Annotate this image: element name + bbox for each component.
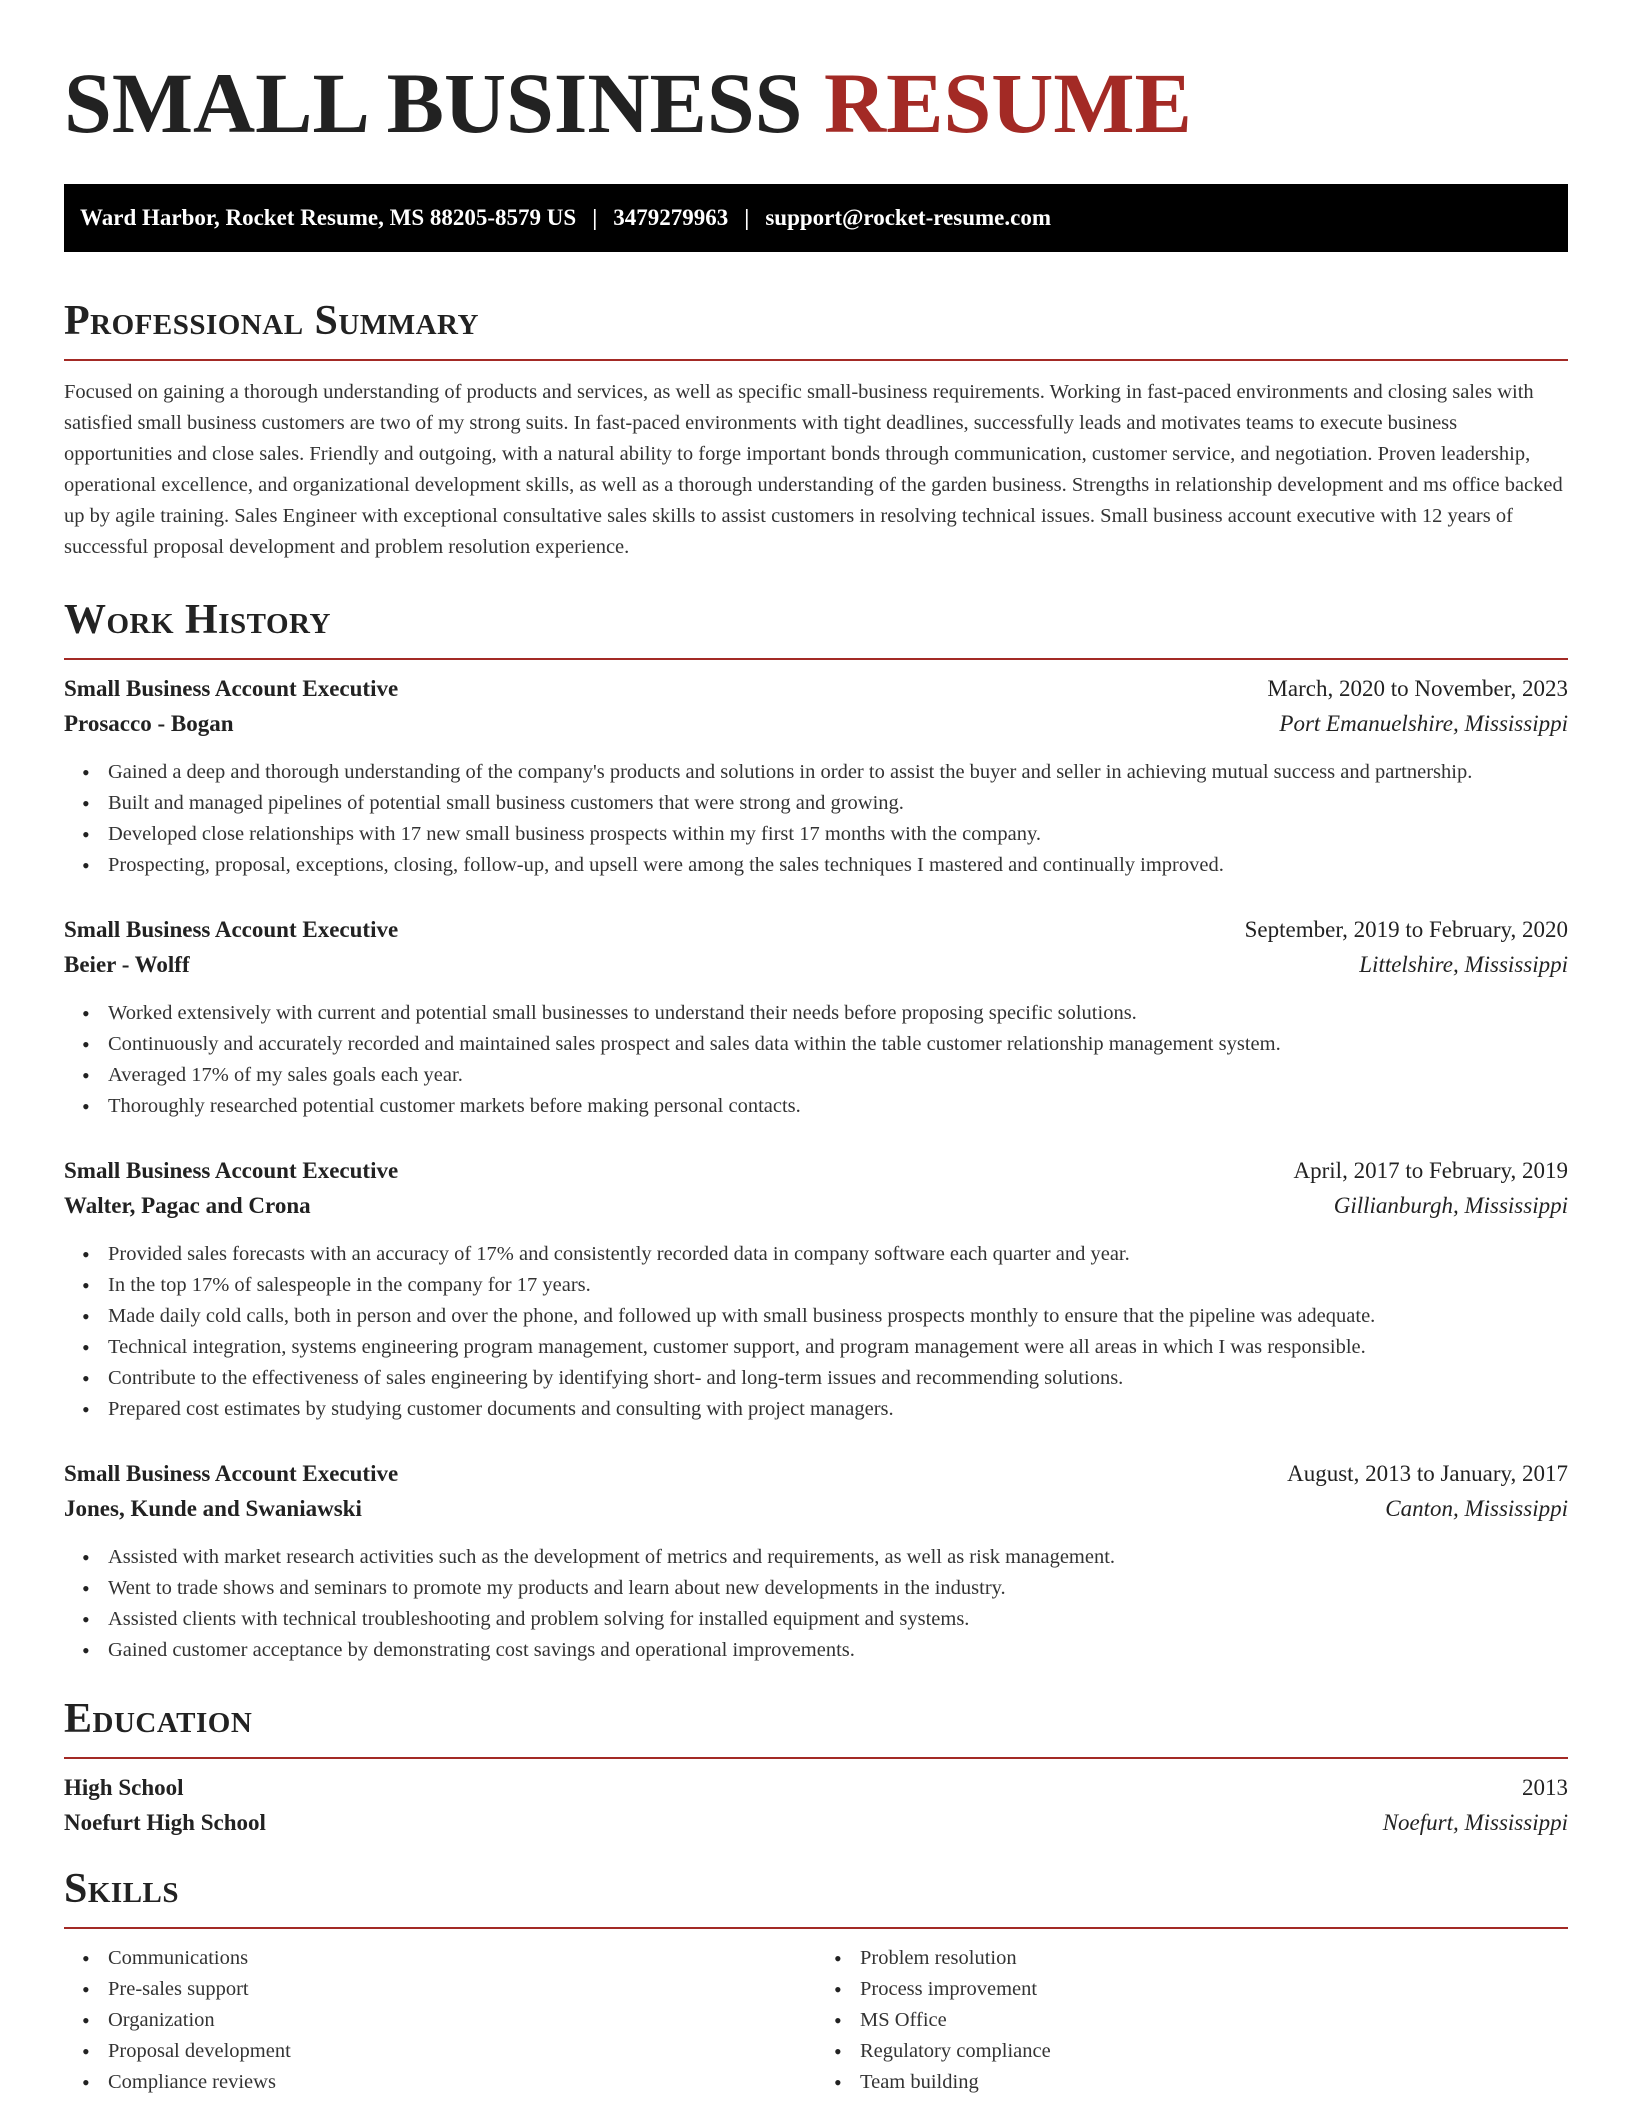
job-company-row: [64, 1496, 1568, 1522]
title-main: SMALL BUSINESS: [64, 55, 803, 151]
skills-section: [64, 1868, 1568, 2098]
job-title: Small Business Account Executive: [64, 1461, 399, 1486]
title-accent: RESUME: [823, 55, 1192, 151]
job-dates: September, 2019 to February, 2020: [1244, 917, 1568, 942]
job-header-row: [64, 917, 1568, 943]
job-location: Canton, Mississippi: [1385, 1496, 1568, 1521]
job-company-row: [64, 1193, 1568, 1219]
education-section: [64, 1698, 1568, 1836]
job-bullet: • Went to trade shows and seminars to promote my products and learn about new developments in the industry.: [108, 1573, 1568, 1604]
job-bullet: • Assisted clients with technical troubleshooting and problem solving for installed equipment and systems.: [108, 1604, 1568, 1635]
section-title-education: Education: [64, 1696, 253, 1742]
skills-list-right: [816, 1943, 1568, 2098]
education-degree: High School: [64, 1775, 184, 1800]
job-bullet: • Made daily cold calls, both in person and over the phone, and followed up with small business prospects monthly to ensure that the pipeline was adequate.: [108, 1301, 1568, 1332]
job-dates: March, 2020 to November, 2023: [1267, 676, 1568, 701]
job-bullet: • Contribute to the effectiveness of sales engineering by identifying short- and long-term issues and recommending solutions.: [108, 1363, 1568, 1394]
job-company: Jones, Kunde and Swaniawski: [64, 1496, 362, 1521]
contact-separator: |: [744, 205, 750, 230]
contact-separator: |: [592, 205, 598, 230]
section-title-skills: Skills: [64, 1866, 180, 1912]
skill-item: • Proposal development: [108, 2036, 816, 2067]
job-header-row: [64, 676, 1568, 702]
contact-phone: 3479279963: [613, 205, 729, 230]
section-divider: [64, 359, 1568, 361]
job-header-row: [64, 1461, 1568, 1487]
job-bullets: [64, 757, 1568, 881]
job-location: Littelshire, Mississippi: [1359, 952, 1568, 977]
job-location: Gillianburgh, Mississippi: [1333, 1193, 1568, 1218]
job-company: Walter, Pagac and Crona: [64, 1193, 311, 1218]
section-divider: [64, 658, 1568, 660]
education-year: 2013: [1522, 1775, 1568, 1800]
job-entry: [64, 1158, 1568, 1425]
job-bullet: • Gained customer acceptance by demonstrating cost savings and operational improvements.: [108, 1635, 1568, 1666]
skill-item: • Pre-sales support: [108, 1974, 816, 2005]
job-bullet: • Provided sales forecasts with an accuracy of 17% and consistently recorded data in company software each quarter and year.: [108, 1239, 1568, 1270]
job-entry: [64, 1461, 1568, 1666]
skill-item: • Compliance reviews: [108, 2067, 816, 2098]
job-bullet: • Worked extensively with current and potential small businesses to understand their needs before proposing specific solutions.: [108, 998, 1568, 1029]
education-location: Noefurt, Mississippi: [1382, 1810, 1568, 1835]
job-company: Beier - Wolff: [64, 952, 190, 977]
education-school: Noefurt High School: [64, 1810, 266, 1835]
section-divider: [64, 1927, 1568, 1929]
skills-columns: [64, 1943, 1568, 2098]
skill-item: • MS Office: [860, 2005, 1568, 2036]
job-title: Small Business Account Executive: [64, 676, 399, 701]
contact-email: support@rocket-resume.com: [765, 205, 1051, 230]
job-bullets: [64, 1542, 1568, 1666]
section-divider: [64, 1757, 1568, 1759]
job-company: Prosacco - Bogan: [64, 711, 234, 736]
job-header-row: [64, 1158, 1568, 1184]
job-dates: August, 2013 to January, 2017: [1287, 1461, 1568, 1486]
skill-item: • Team building: [860, 2067, 1568, 2098]
job-bullet: • Developed close relationships with 17 new small business prospects within my first 17 months with the company.: [108, 819, 1568, 850]
work-section: [64, 599, 1568, 1666]
job-bullet: • Gained a deep and thorough understanding of the company's products and solutions in order to assist the buyer and seller in achieving mutual success and partnership.: [108, 757, 1568, 788]
resume-title: [64, 55, 1568, 151]
job-location: Port Emanuelshire, Mississippi: [1279, 711, 1568, 736]
contact-bar: [64, 184, 1568, 252]
job-bullet: • Continuously and accurately recorded and maintained sales prospect and sales data within the table customer relationship management system.: [108, 1029, 1568, 1060]
job-bullet: • Prepared cost estimates by studying customer documents and consulting with project managers.: [108, 1394, 1568, 1425]
summary-section: [64, 300, 1568, 563]
skill-item: • Problem resolution: [860, 1943, 1568, 1974]
job-bullet: • Assisted with market research activities such as the development of metrics and requirements, as well as risk management.: [108, 1542, 1568, 1573]
section-title-work: Work History: [64, 597, 331, 643]
contact-address: Ward Harbor, Rocket Resume, MS 88205-8579 US: [80, 205, 577, 230]
education-row: [64, 1775, 1568, 1801]
job-bullet: • Thoroughly researched potential customer markets before making personal contacts.: [108, 1091, 1568, 1122]
job-bullet: • Averaged 17% of my sales goals each year.: [108, 1060, 1568, 1091]
job-company-row: [64, 711, 1568, 737]
job-company-row: [64, 952, 1568, 978]
job-dates: April, 2017 to February, 2019: [1293, 1158, 1568, 1183]
job-title: Small Business Account Executive: [64, 1158, 399, 1183]
skill-item: • Process improvement: [860, 1974, 1568, 2005]
job-entry: [64, 676, 1568, 881]
section-title-summary: Professional Summary: [64, 298, 479, 344]
job-bullet: • Built and managed pipelines of potential small business customers that were strong and growing.: [108, 788, 1568, 819]
education-row: [64, 1810, 1568, 1836]
job-bullet: • Prospecting, proposal, exceptions, closing, follow-up, and upsell were among the sales techniques I mastered and continually improved.: [108, 850, 1568, 881]
job-title: Small Business Account Executive: [64, 917, 399, 942]
job-entry: [64, 917, 1568, 1122]
job-bullets: [64, 998, 1568, 1122]
skill-item: • Communications: [108, 1943, 816, 1974]
job-bullet: • In the top 17% of salespeople in the company for 17 years.: [108, 1270, 1568, 1301]
job-bullet: • Technical integration, systems engineering program management, customer support, and program management were all areas in which I was responsible.: [108, 1332, 1568, 1363]
job-list: [64, 676, 1568, 1666]
job-bullets: [64, 1239, 1568, 1425]
skill-item: • Regulatory compliance: [860, 2036, 1568, 2067]
skill-item: • Organization: [108, 2005, 816, 2036]
summary-text: Focused on gaining a thorough understanding of products and services, as well as specific small-business requirements. Working in fast-paced environments and closing sales with satisfied small business customers are two of my strong suits. In fast-paced environments with tight deadlines, successfully leads and motivates teams to execute business opportunities and close sales. Friendly and outgoing, with a natural ability to forge important bonds through communication, customer service, and negotiation. Proven leadership, operational excellence, and organizational development skills, as well as a thorough understanding of the garden business. Strengths in relationship development and ms office backed up by agile training. Sales Engineer with exceptional consultative sales skills to assist customers in resolving technical issues. Small business account executive with 12 years of successful proposal development and problem resolution experience.: [64, 381, 1563, 558]
skills-list-left: [64, 1943, 816, 2098]
